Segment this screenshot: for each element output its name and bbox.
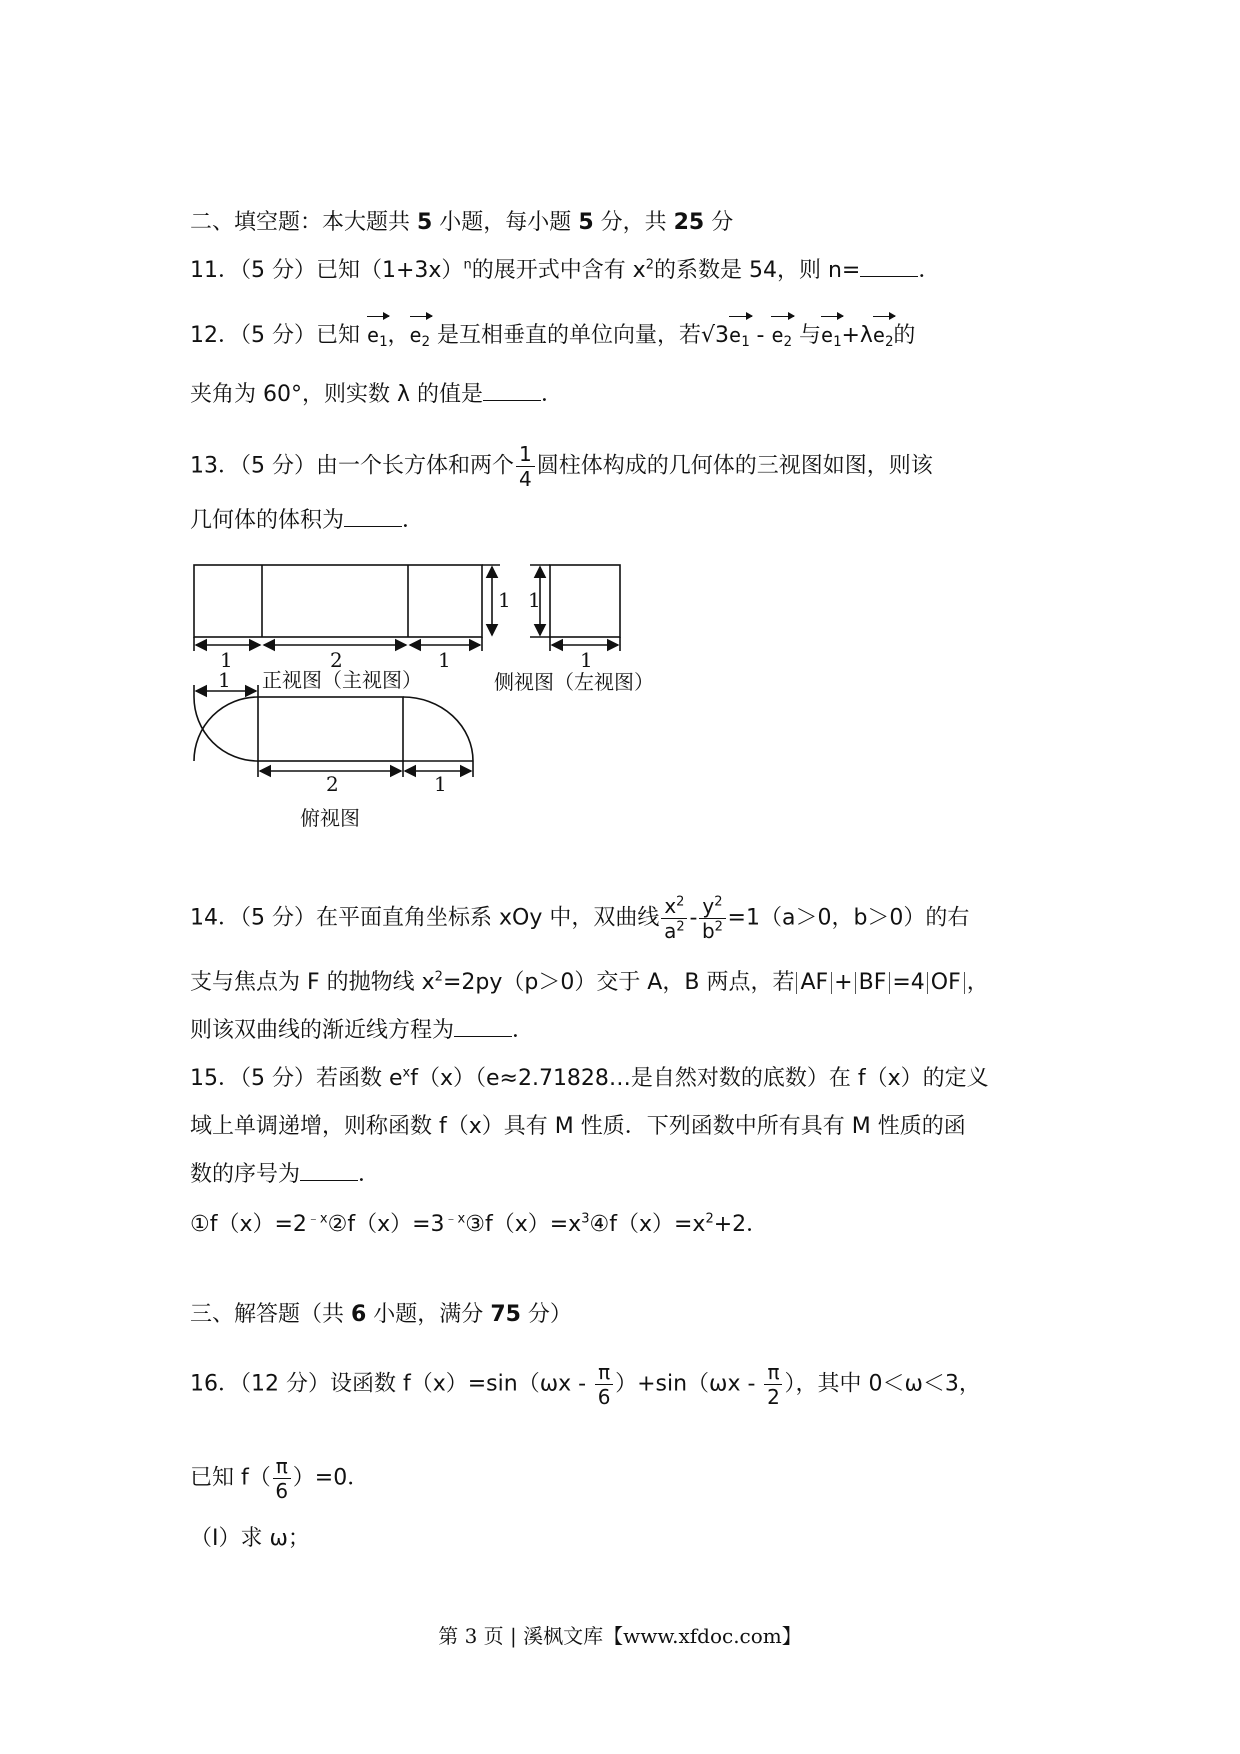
question-13: 13．（5 分）由一个长方体和两个 $\frac{1}{4}$ 圆柱体构成的几何体的三视图如图，则该 <box>190 442 933 491</box>
fraction-pi-over-2: $\frac{\pi}{2}$ <box>764 1362 782 1407</box>
front-dim-b-label: 2 <box>330 648 343 672</box>
front-dim-a-label: 1 <box>220 648 233 672</box>
three-view-figure <box>190 555 710 855</box>
top-dim-b-label: 2 <box>326 772 339 796</box>
top-view-label: 俯视图 <box>300 806 360 830</box>
question-16-part-1: （Ⅰ）求 ω； <box>190 1526 310 1551</box>
answer-blank <box>344 506 402 527</box>
question-15-options: $①f(x)=2^{﹣x}②f(x)=3^{﹣x}③f(x)=x^3④f(x)=x^2+2$． <box>190 1211 769 1237</box>
top-view-outline <box>258 697 403 761</box>
option-2: ②f（x）=3 <box>327 1212 445 1237</box>
question-11: 11．（5 分）已知$(1+3x)^n$的展开式中含有 $x^2$的系数是 54，则 n= ． <box>190 257 941 283</box>
question-15: 15．（5 分）若函数 $e^xf(x)(e\approx 2.71828\dots$是自然对数的底数）在 f（x）的定义 <box>190 1065 989 1091</box>
question-12: 12．（5 分）已知 $e_1$，$e_2$ 是互相垂直的单位向量，若$√3e_1 - e_2$ 与$e_1+\lambda e_2$的 <box>190 310 915 357</box>
sqrt-icon: √ <box>701 323 716 348</box>
vector-e2: $e_2$ <box>771 310 791 357</box>
option-1: ①f（x）=2 <box>190 1212 307 1237</box>
vector-e1: $e_1$ <box>821 310 841 357</box>
question-16: 16．（12 分）设函数 f（x）=sin（ωx - $\frac{\pi}{6}$ ）+sin（ωx - $\frac{\pi}{2}$ ），其中 0＜ω＜3， <box>190 1360 981 1409</box>
front-dim-c-label: 1 <box>438 648 451 672</box>
answer-blank <box>454 1016 512 1037</box>
fraction-pi-over-6: $\frac{\pi}{6}$ <box>273 1456 291 1501</box>
fraction-pi-over-6: $\frac{\pi}{6}$ <box>595 1362 613 1407</box>
vector-e1: $e_1$ <box>367 310 387 357</box>
fraction-y2-over-b2: $\frac{y^2}{b^2}$ <box>699 896 725 941</box>
option-3: ③f（x）=x <box>465 1212 582 1237</box>
front-view-label: 正视图（主视图） <box>262 668 422 692</box>
question-15-line3: 数的序号为 ． <box>190 1162 381 1187</box>
question-13-line2: 几何体的体积为 ． <box>190 508 425 533</box>
vector-e1: $e_1$ <box>729 310 749 357</box>
page-footer: 第 3 页 | 溪枫文库【www.xfdoc.com】 <box>438 1624 802 1648</box>
fraction-one-quarter: $\frac{1}{4}$ <box>516 444 535 489</box>
section-2-heading: 二、填空题：本大题共 5 小题，每小题 5 分，共 25 分 <box>190 210 734 235</box>
option-4: ④f（x）=x <box>589 1212 706 1237</box>
top-view-quarter-arc-right <box>403 697 473 761</box>
side-dim-w-label: 1 <box>580 648 593 672</box>
vector-e2: $e_2$ <box>410 310 430 357</box>
answer-blank <box>300 1160 358 1181</box>
question-12-line2: 夹角为 60°，则实数 λ 的值是 ． <box>190 382 564 407</box>
question-15-line2: 域上单调递增，则称函数 f（x）具有 M 性质．下列函数中所有具有 M 性质的函 <box>190 1114 966 1139</box>
section-3-heading: 三、解答题（共 6 小题，满分 75 分） <box>190 1302 572 1327</box>
answer-blank <box>860 256 918 277</box>
front-dim-h-label: 1 <box>498 588 511 612</box>
front-view-outline <box>194 565 482 637</box>
side-dim-h-label: 1 <box>528 588 541 612</box>
fraction-x2-over-a2: $\frac{x^2}{a^2}$ <box>661 896 687 941</box>
side-view-outline <box>550 565 620 637</box>
top-view-quarter-arc-left <box>194 697 258 761</box>
top-dim-r-label: 1 <box>218 668 231 692</box>
side-view-label: 侧视图（左视图） <box>494 670 654 694</box>
question-14-line2: 支与焦点为 F 的抛物线 $x^2=2py(p>0)$交于 A，B 两点，若 AF + BF =4 OF ， <box>190 969 989 995</box>
top-view-quarter-arc-left <box>194 697 258 761</box>
question-16-line2: 已知 f（ $\frac{\pi}{6}$ ）=0． <box>190 1454 370 1503</box>
top-dim-c-label: 1 <box>434 772 447 796</box>
question-14: 14．（5 分）在平面直角坐标系 xOy 中，双曲线 $\frac{x^2}{a^2}$ - $\frac{y^2}{b^2}$ =1（a＞0，b＞0）的右 <box>190 894 970 943</box>
vector-e2: $e_2$ <box>873 310 893 357</box>
answer-blank <box>483 380 541 401</box>
three-view-drawing <box>190 555 710 855</box>
question-14-line3: 则该双曲线的渐近线方程为 ． <box>190 1018 535 1043</box>
